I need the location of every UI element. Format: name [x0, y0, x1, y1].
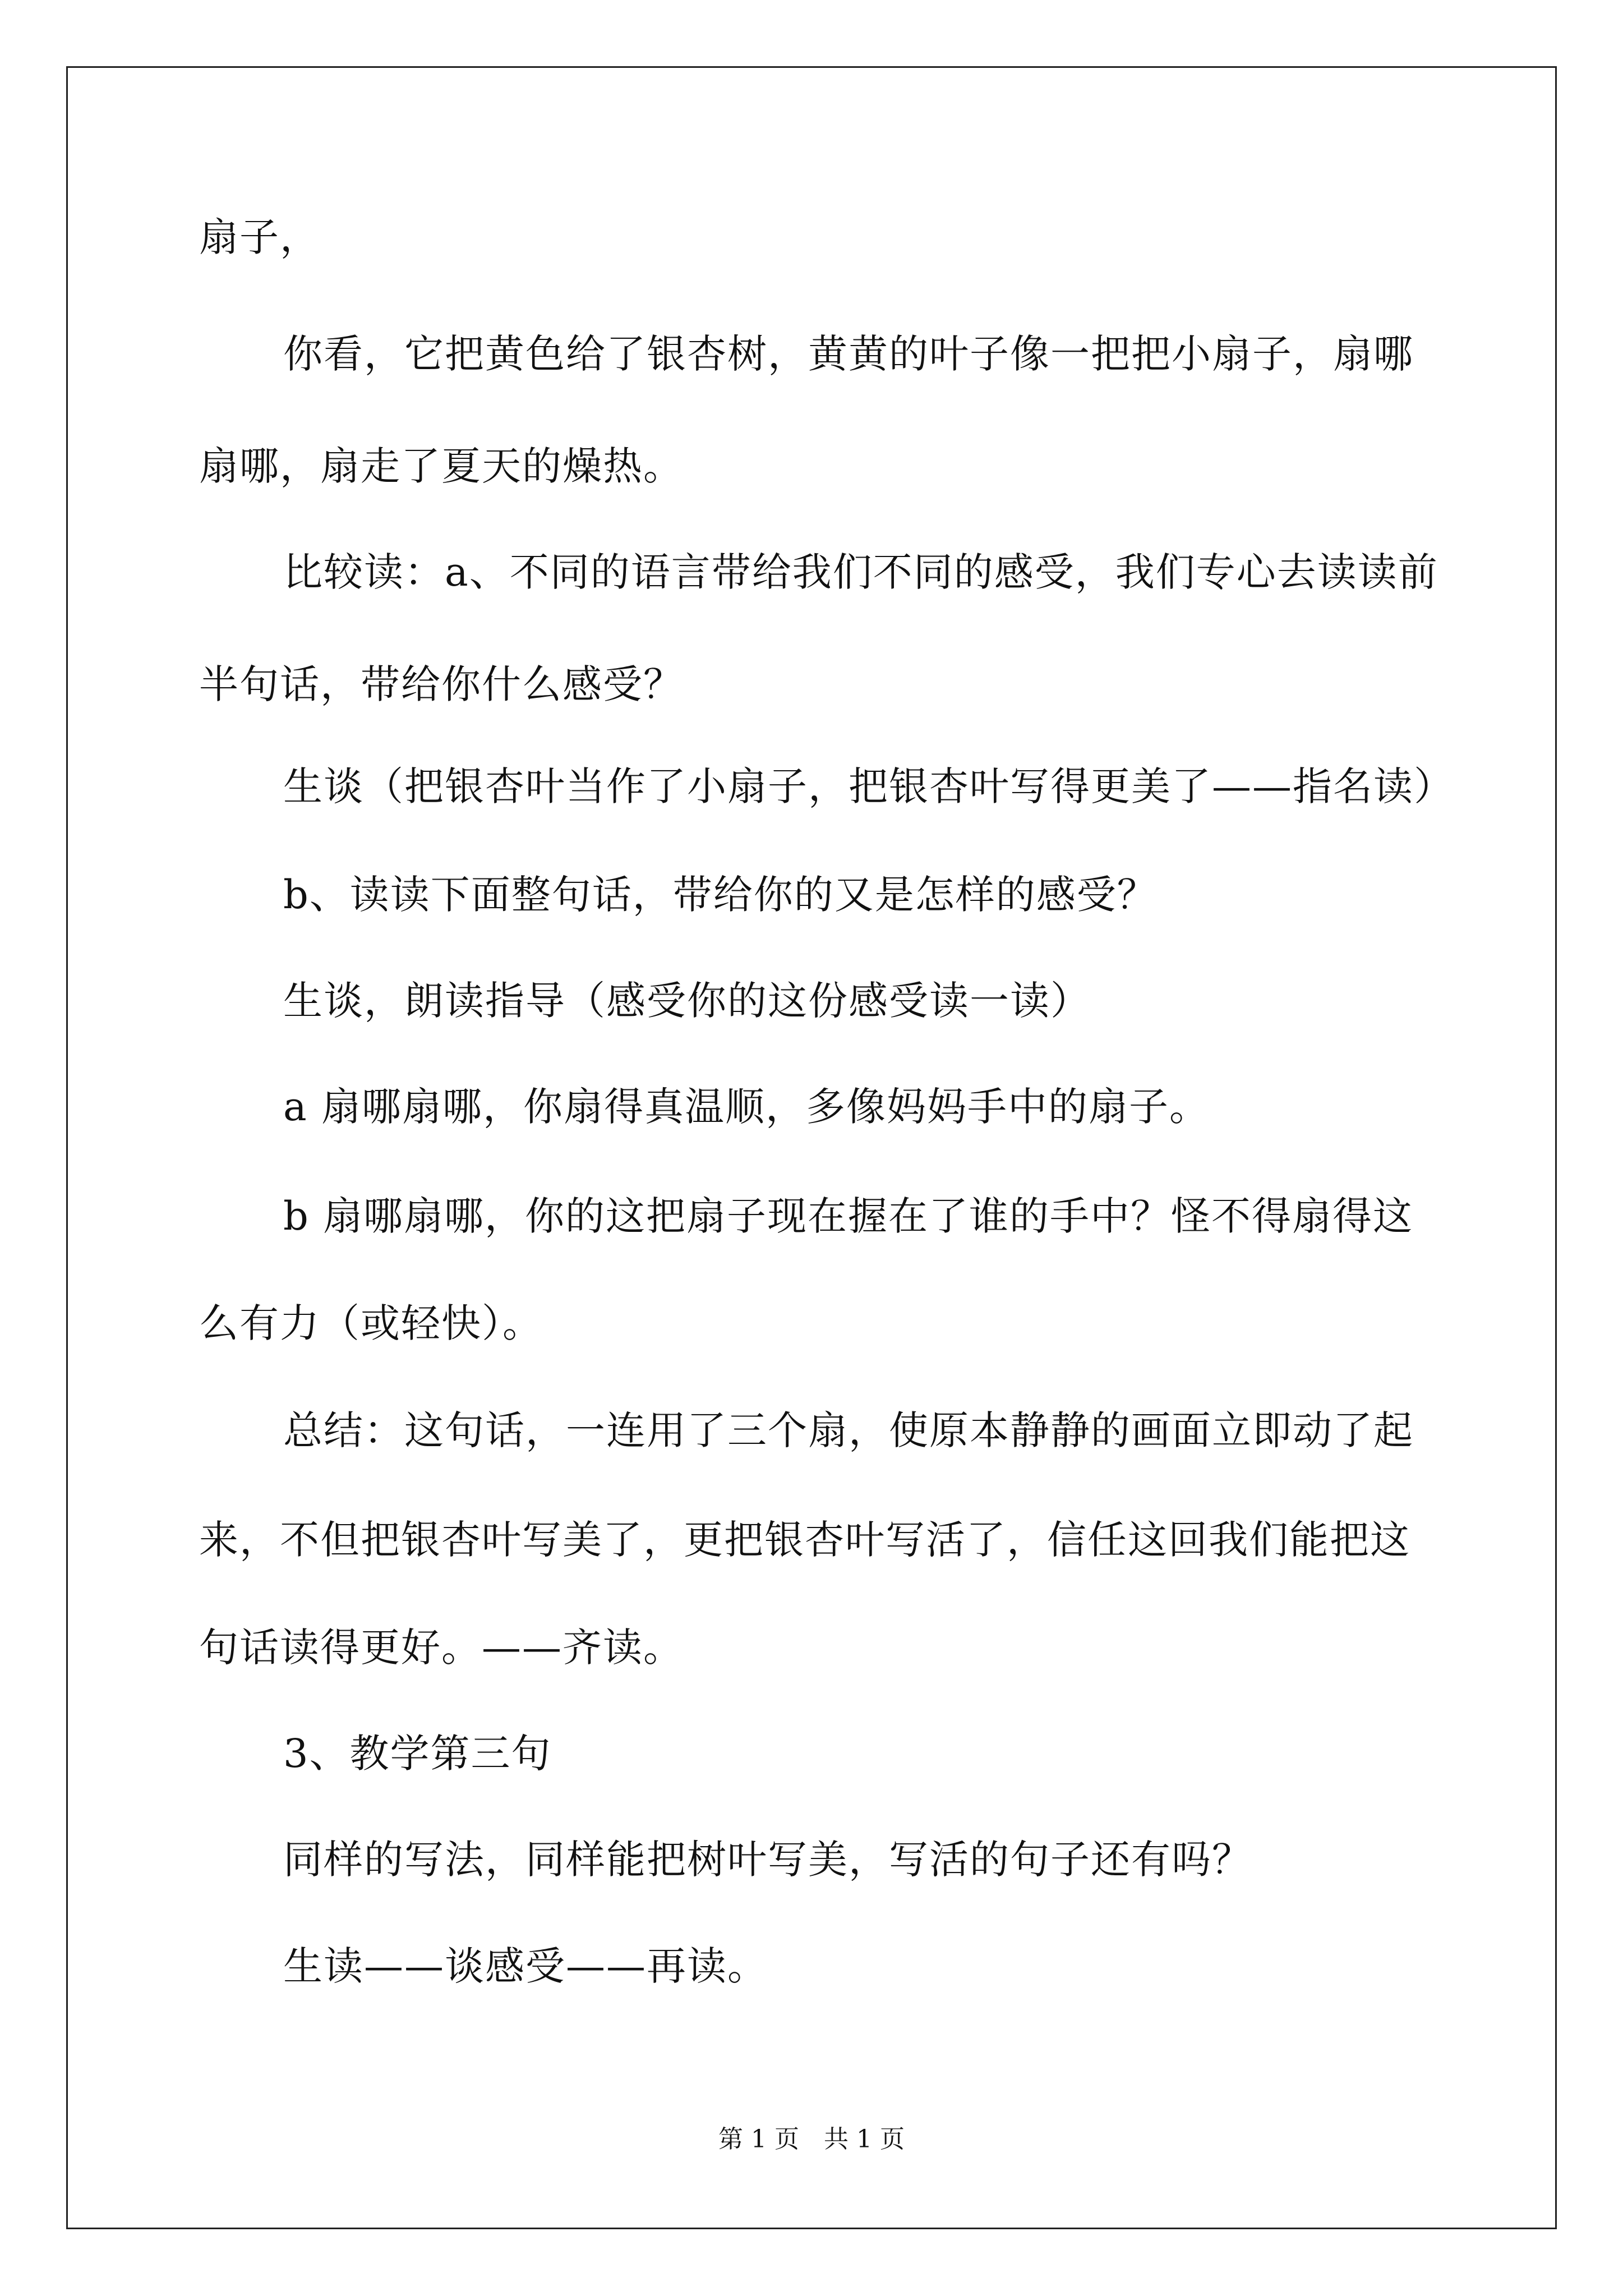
- text-line-16: 同样的写法，同样能把树叶写美，写活的句子还有吗？: [283, 1837, 1252, 1883]
- text-line-2: 你看，它把黄色给了银杏树，黄黄的叶子像一把把小扇子，扇哪: [283, 331, 1414, 377]
- text-line-11: 么有力（或轻快）。: [199, 1300, 543, 1346]
- text-line-9: a 扇哪扇哪，你扇得真温顺，多像妈妈手中的扇子。: [283, 1084, 1210, 1130]
- text-line-10: b 扇哪扇哪，你的这把扇子现在握在了谁的手中？怪不得扇得这: [283, 1193, 1414, 1239]
- page-number: 第 1 页 共 1 页: [718, 2125, 905, 2154]
- text-line-5: 半句话，带给你什么感受？: [199, 661, 684, 707]
- text-line-13: 来，不但把银杏叶写美了，更把银杏叶写活了，信任这回我们能把这: [199, 1517, 1410, 1563]
- text-line-7: b、读读下面整句话，带给你的又是怎样的感受？: [283, 872, 1158, 918]
- text-line-12: 总结：这句话，一连用了三个扇，使原本静静的画面立即动了起: [283, 1407, 1414, 1453]
- page-border: [66, 66, 1557, 2229]
- text-line-17: 生读——谈感受——再读。: [283, 1943, 768, 1989]
- text-line-1: 扇子，: [199, 214, 320, 260]
- text-line-15: 3、教学第三句: [283, 1731, 552, 1777]
- text-line-14: 句话读得更好。——齐读。: [199, 1625, 684, 1671]
- text-line-8: 生谈，朗读指导（感受你的这份感受读一读）: [283, 978, 1091, 1024]
- text-line-4: 比较读：a、不同的语言带给我们不同的感受，我们专心去读读前: [283, 549, 1438, 595]
- text-line-6: 生谈（把银杏叶当作了小扇子，把银杏叶写得更美了——指名读）: [283, 763, 1454, 809]
- text-line-3: 扇哪，扇走了夏天的燥热。: [199, 443, 684, 489]
